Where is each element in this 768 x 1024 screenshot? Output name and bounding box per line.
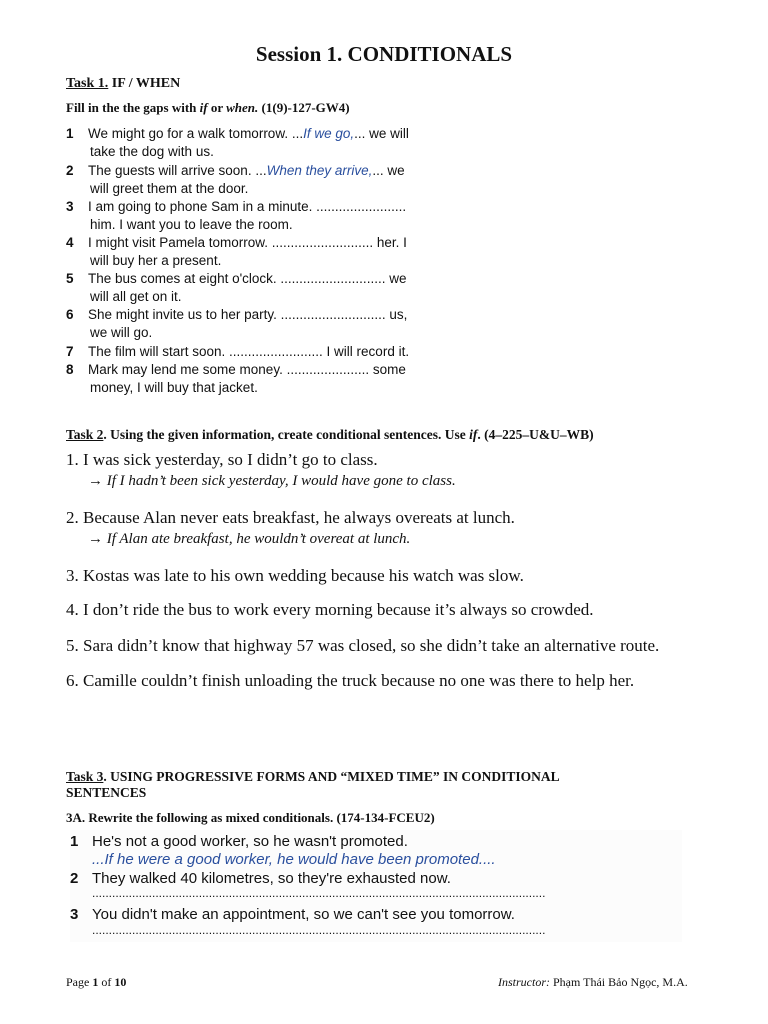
item-number: 3 <box>70 906 79 923</box>
item-line2: will greet them at the door. <box>90 181 249 196</box>
task2-label: Task 2 <box>66 427 104 442</box>
item-text: You didn't make an appointment, so we can't see you tomorrow. <box>92 906 515 923</box>
item-number: 1 <box>66 126 74 141</box>
item-number: 5 <box>66 271 74 286</box>
item-number: 2 <box>70 870 79 887</box>
instruction-ref: (1(9)-127-GW4) <box>258 100 350 115</box>
task3-title-line2: SENTENCES <box>66 785 147 800</box>
item-line2: him. I want you to leave the room. <box>90 217 293 232</box>
page-title: Session 1. CONDITIONALS <box>255 42 513 66</box>
page-total: 10 <box>114 975 127 989</box>
task3-exercise-box <box>70 830 682 942</box>
task1-heading <box>66 76 180 92</box>
item-line1 <box>88 162 405 180</box>
instruction-if: if <box>199 100 208 115</box>
task2-item: 2. Because Alan never eats breakfast, he always overeats at lunch. <box>66 508 515 527</box>
item-text: They walked 40 kilometres, so they're exhausted now. <box>92 870 451 887</box>
item-number: 4 <box>66 235 74 250</box>
task2-heading <box>66 427 594 443</box>
instructor-label: Instructor: <box>498 975 550 989</box>
task2-item: 1. I was sick yesterday, so I didn’t go to class. <box>66 450 378 469</box>
instruction-or: or <box>207 100 227 115</box>
task2-item: 6. Camille couldn’t finish unloading the truck because no one was there to help her. <box>66 671 635 690</box>
item-text-end: ... we <box>372 163 405 178</box>
page-label: Page <box>66 975 93 989</box>
item-line2: take the dog with us. <box>90 144 214 159</box>
item-line1: She might invite us to her party. ............................ us, <box>88 307 408 322</box>
task2-title: . Using the given information, create conditional sentences. Use <box>103 427 470 442</box>
item-number: 7 <box>66 344 74 359</box>
item-number: 2 <box>66 163 74 178</box>
item-text: The guests will arrive soon. ... <box>88 163 267 178</box>
instruction-when: when. <box>226 100 259 115</box>
item-number: 6 <box>66 307 74 322</box>
task1-label: Task 1. <box>66 76 109 91</box>
item-line2: money, I will buy that jacket. <box>90 380 258 395</box>
page-of: of <box>98 975 115 989</box>
task2-ref: . (4–225–U&U–WB) <box>477 427 594 442</box>
item-line2: we will go. <box>90 325 153 340</box>
task2-item: 4. I don’t ride the bus to work every morning because it’s always so crowded. <box>66 600 594 619</box>
task1-list <box>66 125 466 405</box>
item-line1: I might visit Pamela tomorrow. ........................... her. I <box>88 235 407 250</box>
item-line1 <box>88 125 409 143</box>
item-number: 3 <box>66 199 74 214</box>
task3-title: . USING PROGRESSIVE FORMS AND “MIXED TIME” IN CONDITIONAL <box>103 769 560 784</box>
item-text: He's not a good worker, so he wasn't promoted. <box>92 833 408 850</box>
item-number: 1 <box>70 833 79 850</box>
answer-line: ........................................................................................................................................ <box>92 923 546 937</box>
page-number <box>66 975 126 990</box>
task2-item: 3. Kostas was late to his own wedding because his watch was slow. <box>66 566 524 585</box>
item-line2: will all get on it. <box>90 289 182 304</box>
task2-answer: → If Alan ate breakfast, he wouldn’t overeat at lunch. <box>88 531 411 547</box>
task3-instruction: 3A. Rewrite the following as mixed conditionals. (174-134-FCEU2) <box>66 810 435 825</box>
page-current: 1 <box>92 975 99 989</box>
item-text: We might go for a walk tomorrow. ... <box>88 126 304 141</box>
handwritten-answer: ...If he were a good worker, he would have been promoted.... <box>92 851 496 868</box>
item-line1: The bus comes at eight o'clock. ............................ we <box>88 271 407 286</box>
item-number: 8 <box>66 362 74 377</box>
item-line1: Mark may lend me some money. ...................... some <box>88 362 406 377</box>
task1-title: IF / WHEN <box>108 76 181 91</box>
task1-instruction <box>66 100 350 116</box>
answer-line: ........................................................................................................................................ <box>92 886 546 900</box>
instruction-text: Fill in the the gaps with <box>66 100 200 115</box>
item-line1: I am going to phone Sam in a minute. ........................ <box>88 199 407 214</box>
instructor-credit <box>498 975 688 990</box>
task2-item: 5. Sara didn’t know that highway 57 was closed, so she didn’t take an alternative route. <box>66 636 660 655</box>
item-line1: The film will start soon. ......................... I will record it. <box>88 344 410 359</box>
item-line2: will buy her a present. <box>90 253 222 268</box>
handwritten-answer: If we go, <box>303 126 355 141</box>
instructor-name: Phạm Thái Bảo Ngọc, M.A. <box>550 975 688 989</box>
handwritten-answer: When they arrive, <box>266 163 373 178</box>
item-text-end: ... we will <box>354 126 409 141</box>
task3-label: Task 3 <box>66 769 104 784</box>
task3-heading <box>66 769 706 801</box>
task2-answer: → If I hadn’t been sick yesterday, I would have gone to class. <box>88 473 456 489</box>
task2-if: if <box>469 427 478 442</box>
